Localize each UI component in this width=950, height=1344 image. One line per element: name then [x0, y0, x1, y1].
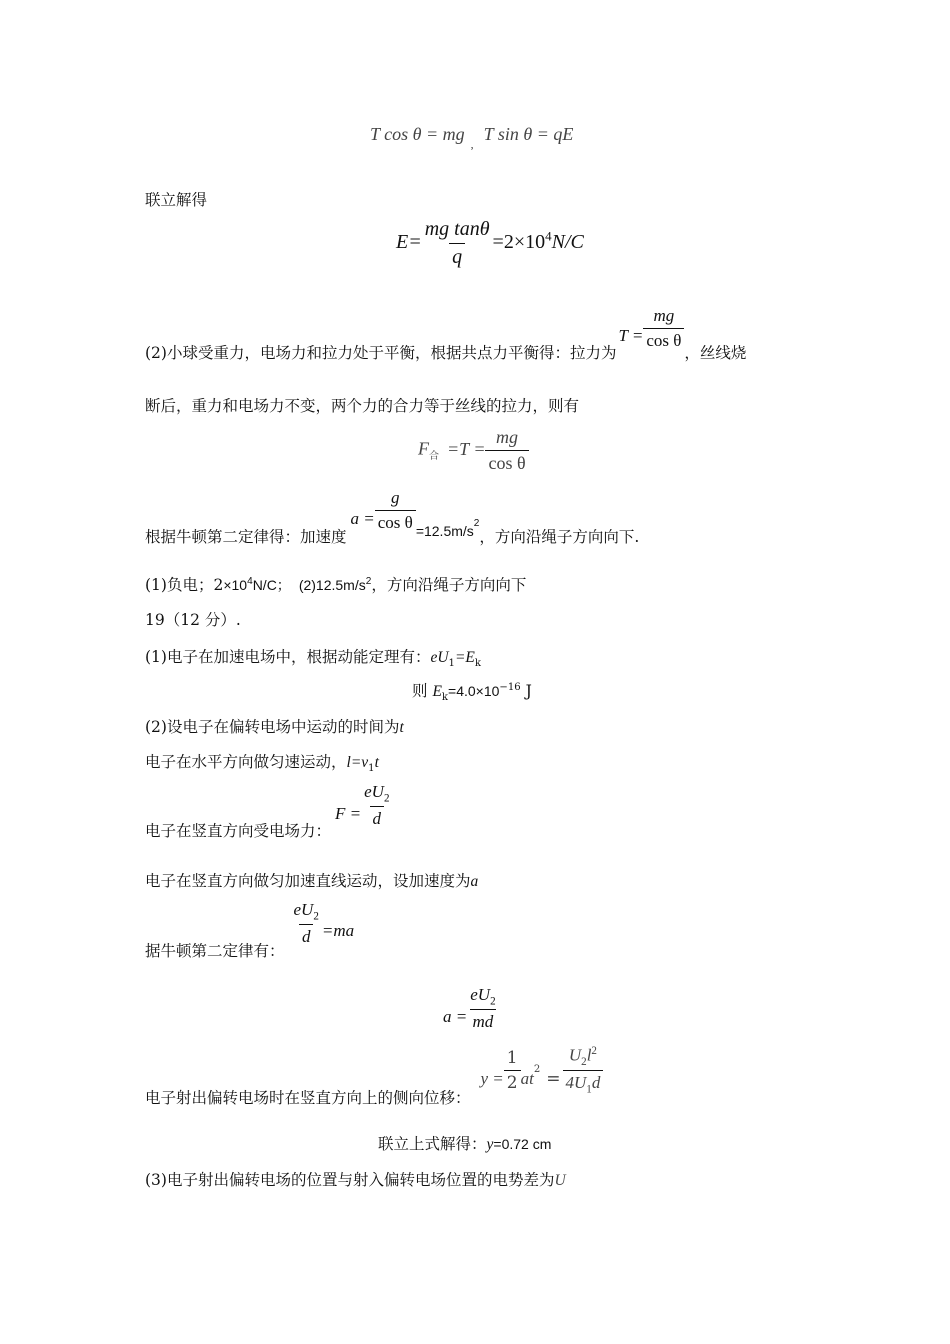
newton-exp: 2 [473, 518, 480, 530]
s3-text: 电子在水平方向做匀速运动， [145, 753, 347, 771]
s7-n1: U [568, 1045, 582, 1065]
s1b-val: =4.0×10 [448, 683, 500, 699]
eq3-num: mg [496, 427, 519, 447]
eq4-num-sub: 2 [490, 995, 496, 1008]
text-broken: 断后，重力和电场力不变，两个力的合力等于丝线的拉力，则有 [145, 397, 580, 415]
step-1 [145, 645, 481, 669]
step-8 [378, 1132, 551, 1154]
equation-tension-balance [370, 124, 574, 151]
eq-rhs: =2×10 [492, 231, 546, 254]
newton-den: cos θ [375, 510, 416, 533]
step-6 [145, 900, 355, 960]
s3-eq3: t [374, 754, 379, 771]
s7-half-den: 2 [504, 1070, 521, 1093]
s9-var: U [554, 1172, 566, 1189]
s2-text: (2)设电子在偏转电场中运动的时间为 [145, 718, 400, 736]
s6-rhs: =ma [321, 920, 355, 940]
s2-var: t [399, 719, 404, 736]
s1-sub: 1 [448, 658, 455, 670]
s7-n2-exp: 2 [591, 1045, 597, 1057]
s4-num-sub: 2 [383, 792, 390, 805]
s4-num: eU [364, 782, 384, 801]
s3-eq2: =v [350, 754, 369, 771]
s1-sub2: k [474, 658, 481, 670]
p2-frac-num: mg [653, 306, 675, 325]
step-3 [145, 750, 379, 774]
equation-resultant-force [418, 427, 529, 474]
eq3-mid: =T = [447, 438, 486, 459]
eq-unit: N/C [551, 231, 584, 254]
s7-at: at [520, 1069, 534, 1089]
p2-text: (2)小球受重力，电场力和拉力处于平衡，根据共点力平衡得：拉力为 [145, 343, 617, 362]
p2-post: ，丝线烧 [684, 343, 747, 362]
p2-frac-den: cos θ [643, 328, 684, 351]
eq-den: q [449, 243, 465, 269]
eq-right: T sin θ = qE [483, 124, 574, 144]
s1b-exp: −16 [499, 681, 521, 693]
ans-post: ，方向沿绳子方向向下 [371, 576, 527, 594]
s7-n2: l [586, 1045, 592, 1065]
newton-text: 根据牛顿第二定律得：加速度 [145, 527, 347, 546]
s6-num-sub: 2 [313, 910, 319, 923]
s7-d1-sub: 1 [586, 1083, 592, 1096]
s4-text: 电子在竖直方向受电场力： [145, 821, 332, 840]
ans-p2-exp: 2 [365, 575, 372, 587]
question-19: 19（12 分）. [145, 611, 241, 629]
step-2 [145, 715, 404, 737]
step-9 [145, 1168, 566, 1190]
s9-text: (3)电子射出偏转电场的位置与射入偏转电场位置的电势差为 [145, 1171, 555, 1189]
eq-sep: , [470, 137, 474, 151]
s7-eq: = [546, 1069, 561, 1090]
s7-n1-sub: 2 [581, 1056, 587, 1069]
s3-sub: 1 [368, 763, 375, 775]
s1-text: (1)电子在加速电场中，根据动能定理有： [145, 648, 431, 666]
eq-num: mg tanθ [424, 218, 490, 240]
s6-den: d [299, 924, 314, 947]
s7-text: 电子射出偏转电场时在竖直方向上的侧向位移： [145, 1089, 471, 1108]
s8-eq: y [486, 1136, 494, 1153]
p2-frac-lhs: T = [618, 325, 644, 345]
s1-eq: =E [454, 649, 475, 666]
paragraph-2 [145, 306, 747, 362]
newton-num: g [391, 488, 400, 507]
s7-half-num: 1 [506, 1047, 518, 1068]
eq3-den: cos θ [485, 450, 528, 474]
eq4-lhs: a = [443, 1006, 468, 1026]
s7-d1: 4U [565, 1073, 587, 1093]
eq3-sub: 合 [429, 451, 439, 463]
step-7 [145, 1045, 603, 1108]
ans-exp: 4 [247, 575, 253, 587]
ans-val: ×10 [223, 577, 248, 593]
s7-lhs: y = [480, 1069, 504, 1089]
eq-exp: 4 [545, 228, 552, 244]
s3-eq: l [346, 754, 351, 771]
eq-lhs: E= [396, 231, 422, 254]
equation-acceleration [443, 985, 499, 1032]
s1b-pre: 则 [412, 682, 433, 700]
step-4 [145, 782, 392, 840]
step-5 [145, 869, 478, 891]
s4-lhs: F = [335, 803, 362, 823]
s6-num: eU [293, 900, 314, 919]
newton-post: ，方向沿绳子方向向下. [479, 527, 640, 546]
s1b-sub: k [441, 692, 449, 704]
newton-val: =12.5m/s [415, 522, 474, 539]
ans-p2: (2)12.5m/s [298, 577, 366, 593]
s6-text: 据牛顿第二定律有： [145, 941, 285, 960]
s8-text: 联立上式解得： [378, 1135, 487, 1153]
eq3-F: F [418, 438, 429, 459]
step-1-result [412, 679, 532, 703]
paragraph-acceleration [145, 488, 640, 546]
s4-den: d [370, 806, 385, 829]
eq4-num: eU [470, 985, 491, 1004]
eq4-den: md [470, 1009, 497, 1032]
s5-text: 电子在竖直方向做匀加速直线运动，设加速度为 [145, 872, 471, 890]
newton-lhs: a = [350, 508, 375, 528]
ans-unit: N/C； [252, 577, 291, 593]
equation-field-strength [396, 218, 584, 269]
answer-1 [145, 573, 526, 595]
s8-val: =0.72 cm [493, 1136, 552, 1152]
ans-pre: (1)负电；2 [145, 576, 224, 594]
eq-left: T cos θ = mg [370, 124, 465, 144]
text-solve: 联立解得 [145, 191, 208, 209]
s7-d2: d [591, 1073, 601, 1093]
s1b-unit: J [520, 682, 532, 700]
s1b-E: E [432, 683, 442, 700]
s5-var: a [470, 873, 479, 890]
s7-at-exp: 2 [533, 1064, 541, 1076]
s1-e: eU [430, 649, 449, 666]
